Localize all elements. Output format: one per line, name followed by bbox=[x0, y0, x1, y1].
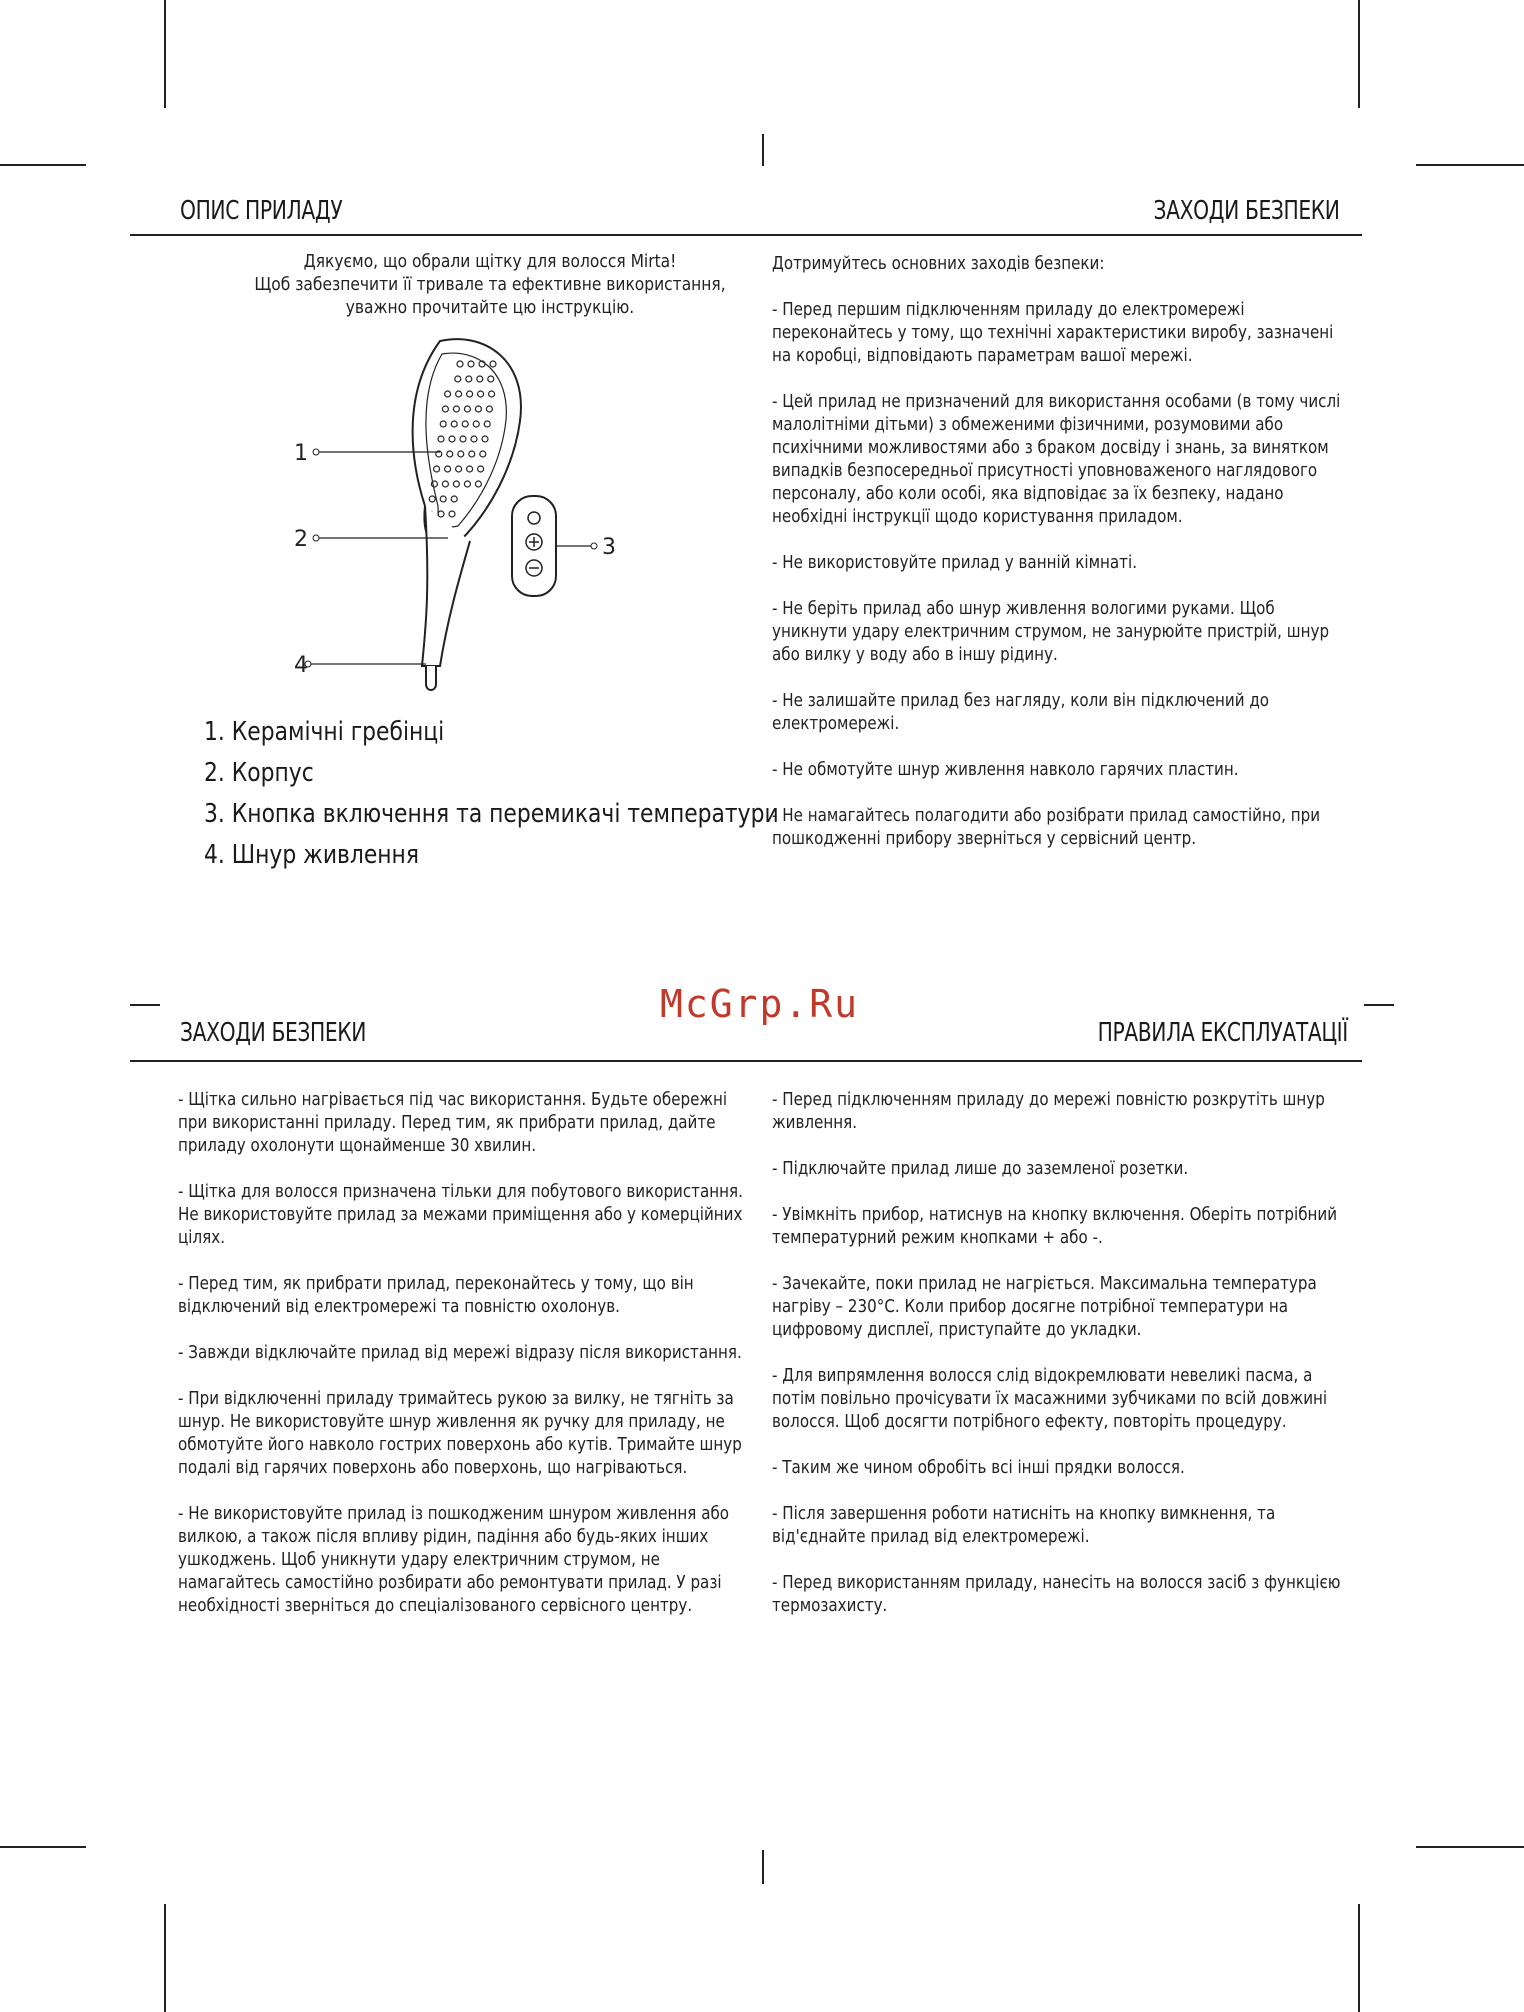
section-title-operating-rules: ПРАВИЛА ЕКСПЛУАТАЦІЇ bbox=[1097, 1018, 1348, 1048]
crop-mark bbox=[1416, 1846, 1524, 1848]
power-cord bbox=[426, 666, 436, 690]
fold-mark bbox=[762, 134, 764, 166]
list-item: - Увімкніть прибор, натиснув на кнопку включення. Оберіть потрібний температурний режим кнопками + або -. bbox=[772, 1204, 1338, 1248]
intro-line: уважно прочитайте цю інструкцію. bbox=[345, 297, 635, 318]
safety-column-bottom bbox=[178, 1088, 749, 1640]
hair-brush-diagram bbox=[280, 336, 640, 706]
diagram-label-4: 4 bbox=[294, 653, 308, 678]
intro-line: Щоб забезпечити її тривале та ефективне використання, bbox=[254, 274, 726, 295]
list-item: - Таким же чином обробіть всі інші прядки волосся. bbox=[772, 1457, 1185, 1478]
list-item: - Перед першим підключенням приладу до електромережі переконайтесь у тому, що технічні характеристики виробу, зазначені на коробці, відповідають параметрам вашої мережі. bbox=[772, 299, 1334, 366]
list-item: - Не намагайтесь полагодити або розібрати прилад самостійно, при пошкодженні прибору зверніться у сервісний центр. bbox=[772, 805, 1321, 849]
fold-mark bbox=[1364, 1004, 1394, 1006]
list-item: - Не залишайте прилад без нагляду, коли він підключений до електромережі. bbox=[772, 690, 1270, 734]
list-item: - При відключенні приладу тримайтесь рукою за вилку, не тягніть за шнур. Не використовуйте шнур живлення як ручку для приладу, не обмотуйте його навколо гострих поверхонь або кутів. Тримайте шнур подалі від гарячих поверхонь або поверхонь, що нагріваються. bbox=[178, 1388, 742, 1478]
list-item: - Завжди відключайте прилад від мережі відразу після використання. bbox=[178, 1342, 742, 1363]
parts-list bbox=[204, 712, 779, 876]
safety-intro: Дотримуйтесь основних заходів безпеки: bbox=[772, 253, 1105, 274]
list-item: - Щітка для волосся призначена тільки для побутового використання. Не використовуйте прилад за межами приміщення або у комерційних цілях. bbox=[178, 1181, 743, 1248]
crop-mark bbox=[1358, 1904, 1360, 2012]
diagram-label-1: 1 bbox=[294, 441, 308, 466]
list-item: - Зачекайте, поки прилад не нагріється. Максимальна температура нагріву – 230°С. Коли прибор досягне потрібної температури на цифровому дисплеї, приступайте до укладки. bbox=[772, 1273, 1317, 1340]
header-rule bbox=[130, 234, 1362, 236]
list-item: - Для випрямлення волосся слід відокремлювати невеликі пасма, а потім повільно прочісувати їх масажними зубчиками по всій довжині волосся. Щоб досягти потрібного ефекту, повторіть процедуру. bbox=[772, 1365, 1328, 1432]
list-item: - Не використовуйте прилад у ванній кімнаті. bbox=[772, 552, 1138, 573]
header-rule bbox=[130, 1060, 1362, 1062]
crop-mark bbox=[0, 164, 86, 166]
section-title-device-description: ОПИС ПРИЛАДУ bbox=[180, 196, 343, 226]
list-item: - Перед використанням приладу, нанесіть на волосся засіб з функцією термозахисту. bbox=[772, 1572, 1341, 1616]
list-item: 2. Корпус bbox=[204, 758, 314, 788]
crop-mark bbox=[164, 1904, 166, 2012]
list-item: - Перед підключенням приладу до мережі повністю розкрутіть шнур живлення. bbox=[772, 1089, 1325, 1133]
section-title-safety: ЗАХОДИ БЕЗПЕКИ bbox=[1153, 196, 1340, 226]
list-item: - Перед тим, як прибрати прилад, переконайтесь у тому, що він відключений від електромережі та повністю охолонув. bbox=[178, 1273, 694, 1317]
watermark: McGrp.Ru bbox=[660, 982, 860, 1026]
list-item: - Щітка сильно нагрівається під час використання. Будьте обережні при використанні приладу. Перед тим, як прибрати прилад, дайте приладу охолонути щонайменше 30 хвилин. bbox=[178, 1089, 728, 1156]
diagram-label-3: 3 bbox=[602, 535, 616, 560]
crop-mark bbox=[1358, 0, 1360, 108]
intro-text bbox=[241, 250, 740, 319]
list-item: - Після завершення роботи натисніть на кнопку вимкнення, та від'єднайте прилад від електромережі. bbox=[772, 1503, 1276, 1547]
list-item: - Цей прилад не призначений для використання особами (в тому числі малолітніми дітьми) з обмеженими фізичними, розумовими або психічними можливостями або з браком досвіду і знань, за винятком випадків безпосередньої присутності уповноваженого наглядового персоналу, або коли особі, яка відповідає за їх безпеку, надано необхідні інструкції щодо користування приладом. bbox=[772, 391, 1341, 527]
section-title-safety-bottom: ЗАХОДИ БЕЗПЕКИ bbox=[180, 1018, 367, 1048]
diagram-label-2: 2 bbox=[294, 527, 308, 552]
list-item: 3. Кнопка включення та перемикачі температури bbox=[204, 799, 779, 829]
list-item: - Підключайте прилад лише до заземленої розетки. bbox=[772, 1158, 1189, 1179]
crop-mark bbox=[164, 0, 166, 108]
crop-mark bbox=[0, 1846, 86, 1848]
list-item: - Не беріть прилад або шнур живлення вологими руками. Щоб уникнути удару електричним струмом, не занурюйте пристрій, шнур або вилку у воду або в іншу рідину. bbox=[772, 598, 1330, 665]
operating-rules-column bbox=[772, 1088, 1343, 1640]
list-item: - Не обмотуйте шнур живлення навколо гарячих пластин. bbox=[772, 759, 1239, 780]
crop-mark bbox=[1416, 164, 1524, 166]
fold-mark bbox=[762, 1850, 764, 1884]
intro-line: Дякуємо, що обрали щітку для волосся Mirta! bbox=[303, 251, 677, 272]
safety-column-top bbox=[772, 252, 1343, 873]
list-item: 4. Шнур живлення bbox=[204, 840, 419, 870]
list-item: - Не використовуйте прилад із пошкодженим шнуром живлення або вилкою, а також після впливу рідин, падіння або будь-яких інших ушкоджень. Щоб уникнути удару електричним струмом, не намагайтесь самостійно розбирати або ремонтувати прилад. У разі необхідності зверніться до спеціалізованого сервісного центру. bbox=[178, 1503, 730, 1616]
fold-mark bbox=[130, 1004, 160, 1006]
list-item: 1. Керамічні гребінці bbox=[204, 717, 445, 747]
